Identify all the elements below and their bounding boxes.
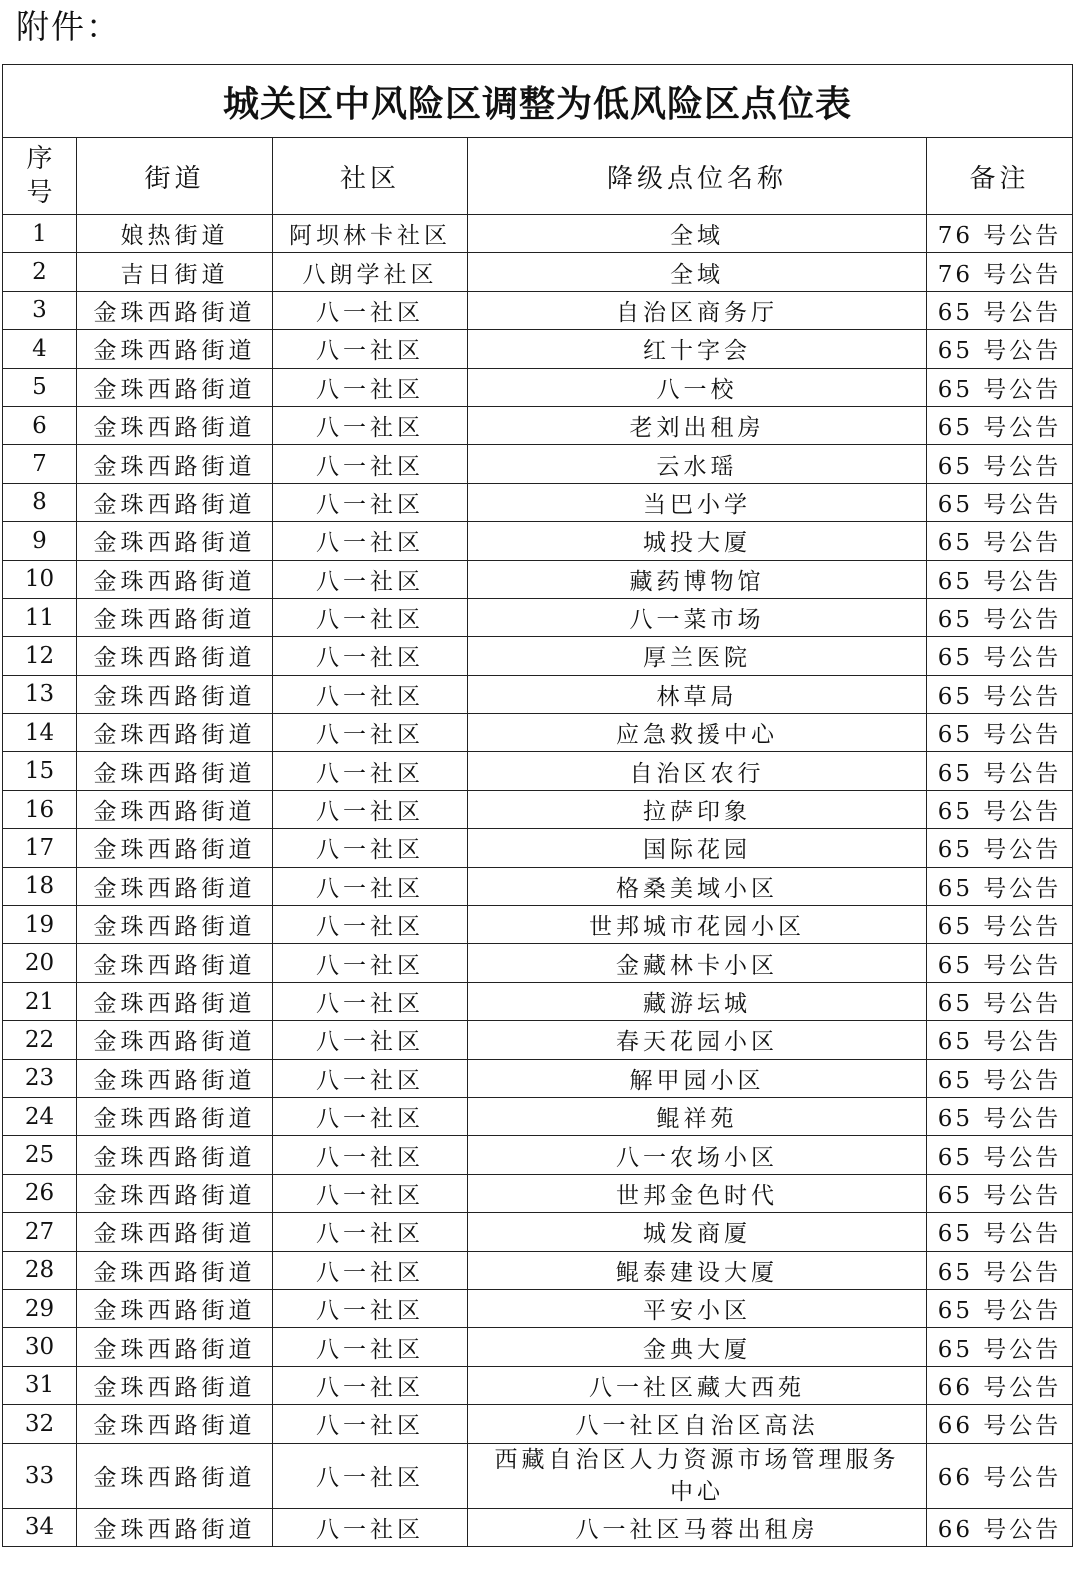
cell-street: 金珠西路街道	[77, 1251, 273, 1289]
cell-community: 八一社区	[273, 1289, 468, 1327]
table-row	[3, 1251, 1073, 1289]
table-row	[3, 944, 1073, 982]
cell-note: 65 号公告	[927, 368, 1073, 406]
table-row	[3, 714, 1073, 752]
cell-community: 八一社区	[273, 1251, 468, 1289]
table-row	[3, 1059, 1073, 1097]
cell-location: 藏药博物馆	[468, 560, 927, 598]
cell-location: 鲲祥苑	[468, 1097, 927, 1135]
table-row	[3, 253, 1073, 291]
table-row	[3, 1289, 1073, 1327]
cell-community: 八一社区	[273, 1508, 468, 1546]
cell-seq: 12	[3, 637, 77, 675]
cell-seq: 32	[3, 1405, 77, 1443]
cell-note: 66 号公告	[927, 1366, 1073, 1404]
cell-location: 西藏自治区人力资源市场管理服务中心	[468, 1443, 927, 1508]
header-seq-bottom: 号	[26, 178, 53, 208]
cell-seq: 18	[3, 867, 77, 905]
cell-street: 金珠西路街道	[77, 1059, 273, 1097]
cell-seq: 29	[3, 1289, 77, 1327]
cell-seq: 25	[3, 1136, 77, 1174]
cell-note: 65 号公告	[927, 522, 1073, 560]
table-row	[3, 1366, 1073, 1404]
header-community: 社区	[273, 138, 468, 215]
table-row	[3, 1021, 1073, 1059]
cell-community: 八一社区	[273, 522, 468, 560]
table-row	[3, 291, 1073, 329]
cell-seq: 30	[3, 1328, 77, 1366]
cell-location: 八一社区藏大西苑	[468, 1366, 927, 1404]
cell-note: 65 号公告	[927, 291, 1073, 329]
cell-community: 八一社区	[273, 1366, 468, 1404]
table-row	[3, 560, 1073, 598]
cell-street: 金珠西路街道	[77, 330, 273, 368]
header-note: 备注	[927, 138, 1073, 215]
cell-note: 66 号公告	[927, 1405, 1073, 1443]
header-seq	[3, 138, 77, 215]
cell-community: 八一社区	[273, 675, 468, 713]
cell-note: 65 号公告	[927, 867, 1073, 905]
table-row	[3, 675, 1073, 713]
cell-location: 世邦城市花园小区	[468, 906, 927, 944]
cell-location: 自治区农行	[468, 752, 927, 790]
cell-location: 国际花园	[468, 829, 927, 867]
cell-seq: 28	[3, 1251, 77, 1289]
cell-seq: 13	[3, 675, 77, 713]
cell-community: 八一社区	[273, 1021, 468, 1059]
table-row	[3, 1508, 1073, 1546]
risk-area-table	[2, 64, 1073, 1547]
cell-street: 金珠西路街道	[77, 1136, 273, 1174]
cell-community: 八一社区	[273, 1328, 468, 1366]
cell-location: 拉萨印象	[468, 790, 927, 828]
table-title: 城关区中风险区调整为低风险区点位表	[3, 65, 1073, 138]
cell-community: 八一社区	[273, 1443, 468, 1508]
cell-street: 金珠西路街道	[77, 1021, 273, 1059]
cell-location: 应急救援中心	[468, 714, 927, 752]
cell-location: 金典大厦	[468, 1328, 927, 1366]
cell-seq: 15	[3, 752, 77, 790]
cell-location: 八一菜市场	[468, 598, 927, 636]
cell-location: 城发商厦	[468, 1213, 927, 1251]
cell-street: 金珠西路街道	[77, 675, 273, 713]
cell-community: 八朗学社区	[273, 253, 468, 291]
cell-street: 金珠西路街道	[77, 944, 273, 982]
cell-community: 八一社区	[273, 368, 468, 406]
cell-community: 阿坝林卡社区	[273, 215, 468, 253]
cell-seq: 9	[3, 522, 77, 560]
cell-seq: 8	[3, 483, 77, 521]
cell-community: 八一社区	[273, 867, 468, 905]
cell-location: 厚兰医院	[468, 637, 927, 675]
cell-community: 八一社区	[273, 637, 468, 675]
table-row	[3, 752, 1073, 790]
attachment-label: 附件：	[16, 7, 121, 46]
cell-location: 世邦金色时代	[468, 1174, 927, 1212]
cell-seq: 33	[3, 1443, 77, 1508]
cell-street: 金珠西路街道	[77, 406, 273, 444]
cell-note: 65 号公告	[927, 1059, 1073, 1097]
cell-street: 金珠西路街道	[77, 291, 273, 329]
cell-seq: 4	[3, 330, 77, 368]
cell-street: 金珠西路街道	[77, 1508, 273, 1546]
cell-note: 65 号公告	[927, 906, 1073, 944]
cell-location: 格桑美域小区	[468, 867, 927, 905]
cell-community: 八一社区	[273, 598, 468, 636]
cell-note: 76 号公告	[927, 253, 1073, 291]
cell-street: 金珠西路街道	[77, 1405, 273, 1443]
cell-street: 金珠西路街道	[77, 1289, 273, 1327]
table-row	[3, 829, 1073, 867]
cell-seq: 34	[3, 1508, 77, 1546]
cell-community: 八一社区	[273, 1213, 468, 1251]
cell-location: 藏游坛城	[468, 982, 927, 1020]
cell-street: 金珠西路街道	[77, 445, 273, 483]
cell-community: 八一社区	[273, 752, 468, 790]
cell-seq: 10	[3, 560, 77, 598]
header-seq-top: 序	[26, 144, 53, 174]
cell-seq: 31	[3, 1366, 77, 1404]
cell-seq: 17	[3, 829, 77, 867]
cell-community: 八一社区	[273, 1097, 468, 1135]
cell-street: 金珠西路街道	[77, 867, 273, 905]
cell-street: 金珠西路街道	[77, 368, 273, 406]
cell-location: 鲲泰建设大厦	[468, 1251, 927, 1289]
cell-seq: 27	[3, 1213, 77, 1251]
cell-location: 全域	[468, 215, 927, 253]
cell-note: 65 号公告	[927, 445, 1073, 483]
cell-note: 65 号公告	[927, 675, 1073, 713]
cell-location: 平安小区	[468, 1289, 927, 1327]
cell-location: 解甲园小区	[468, 1059, 927, 1097]
cell-street: 金珠西路街道	[77, 829, 273, 867]
table-row	[3, 982, 1073, 1020]
table-row	[3, 406, 1073, 444]
cell-location: 春天花园小区	[468, 1021, 927, 1059]
cell-community: 八一社区	[273, 714, 468, 752]
cell-note: 65 号公告	[927, 1174, 1073, 1212]
cell-note: 65 号公告	[927, 1251, 1073, 1289]
cell-seq: 26	[3, 1174, 77, 1212]
cell-community: 八一社区	[273, 483, 468, 521]
cell-community: 八一社区	[273, 330, 468, 368]
cell-note: 65 号公告	[927, 790, 1073, 828]
cell-seq: 1	[3, 215, 77, 253]
cell-community: 八一社区	[273, 944, 468, 982]
cell-location: 自治区商务厅	[468, 291, 927, 329]
cell-note: 66 号公告	[927, 1443, 1073, 1508]
cell-seq: 7	[3, 445, 77, 483]
table-header-row	[3, 138, 1073, 215]
cell-location: 红十字会	[468, 330, 927, 368]
cell-seq: 11	[3, 598, 77, 636]
cell-street: 金珠西路街道	[77, 483, 273, 521]
cell-note: 65 号公告	[927, 637, 1073, 675]
cell-note: 65 号公告	[927, 1328, 1073, 1366]
cell-community: 八一社区	[273, 1136, 468, 1174]
cell-seq: 5	[3, 368, 77, 406]
table-row	[3, 790, 1073, 828]
cell-community: 八一社区	[273, 982, 468, 1020]
cell-seq: 14	[3, 714, 77, 752]
cell-community: 八一社区	[273, 445, 468, 483]
cell-location: 城投大厦	[468, 522, 927, 560]
cell-community: 八一社区	[273, 906, 468, 944]
table-row	[3, 867, 1073, 905]
cell-location: 老刘出租房	[468, 406, 927, 444]
cell-note: 65 号公告	[927, 483, 1073, 521]
cell-location: 林草局	[468, 675, 927, 713]
cell-location: 八一农场小区	[468, 1136, 927, 1174]
cell-seq: 2	[3, 253, 77, 291]
cell-street: 金珠西路街道	[77, 1366, 273, 1404]
cell-seq: 22	[3, 1021, 77, 1059]
cell-note: 65 号公告	[927, 598, 1073, 636]
cell-location: 八一校	[468, 368, 927, 406]
cell-community: 八一社区	[273, 829, 468, 867]
cell-street: 金珠西路街道	[77, 1097, 273, 1135]
table-row	[3, 1405, 1073, 1443]
cell-community: 八一社区	[273, 1059, 468, 1097]
cell-community: 八一社区	[273, 790, 468, 828]
cell-community: 八一社区	[273, 1174, 468, 1212]
cell-seq: 23	[3, 1059, 77, 1097]
cell-street: 金珠西路街道	[77, 1174, 273, 1212]
table-row	[3, 1213, 1073, 1251]
cell-community: 八一社区	[273, 1405, 468, 1443]
cell-seq: 6	[3, 406, 77, 444]
cell-street: 金珠西路街道	[77, 714, 273, 752]
cell-note: 65 号公告	[927, 330, 1073, 368]
cell-street: 金珠西路街道	[77, 560, 273, 598]
table-row	[3, 330, 1073, 368]
cell-location: 云水瑶	[468, 445, 927, 483]
cell-note: 65 号公告	[927, 1213, 1073, 1251]
cell-note: 65 号公告	[927, 1021, 1073, 1059]
cell-seq: 20	[3, 944, 77, 982]
cell-note: 65 号公告	[927, 944, 1073, 982]
cell-street: 金珠西路街道	[77, 598, 273, 636]
cell-street: 金珠西路街道	[77, 906, 273, 944]
cell-street: 金珠西路街道	[77, 790, 273, 828]
header-location: 降级点位名称	[468, 138, 927, 215]
cell-street: 金珠西路街道	[77, 1328, 273, 1366]
cell-street: 金珠西路街道	[77, 522, 273, 560]
table-row	[3, 445, 1073, 483]
cell-seq: 19	[3, 906, 77, 944]
cell-note: 65 号公告	[927, 1136, 1073, 1174]
cell-street: 金珠西路街道	[77, 1213, 273, 1251]
cell-note: 65 号公告	[927, 982, 1073, 1020]
cell-note: 65 号公告	[927, 406, 1073, 444]
cell-location: 八一社区马蓉出租房	[468, 1508, 927, 1546]
table-row	[3, 1174, 1073, 1212]
table-row	[3, 368, 1073, 406]
cell-location: 当巴小学	[468, 483, 927, 521]
cell-note: 65 号公告	[927, 752, 1073, 790]
cell-seq: 3	[3, 291, 77, 329]
cell-note: 65 号公告	[927, 829, 1073, 867]
cell-street: 吉日街道	[77, 253, 273, 291]
cell-community: 八一社区	[273, 560, 468, 598]
table-row	[3, 598, 1073, 636]
cell-note: 65 号公告	[927, 1289, 1073, 1327]
cell-street: 金珠西路街道	[77, 982, 273, 1020]
cell-community: 八一社区	[273, 406, 468, 444]
cell-street: 娘热街道	[77, 215, 273, 253]
table-row	[3, 1136, 1073, 1174]
cell-note: 65 号公告	[927, 714, 1073, 752]
cell-location: 全域	[468, 253, 927, 291]
header-street: 街道	[77, 138, 273, 215]
table-row	[3, 522, 1073, 560]
cell-note: 76 号公告	[927, 215, 1073, 253]
table-row	[3, 483, 1073, 521]
cell-street: 金珠西路街道	[77, 1443, 273, 1508]
table-title-row	[3, 65, 1073, 138]
cell-seq: 16	[3, 790, 77, 828]
table-row	[3, 1328, 1073, 1366]
table-row	[3, 1443, 1073, 1508]
table-row	[3, 215, 1073, 253]
cell-seq: 24	[3, 1097, 77, 1135]
cell-note: 65 号公告	[927, 1097, 1073, 1135]
cell-location: 八一社区自治区高法	[468, 1405, 927, 1443]
cell-community: 八一社区	[273, 291, 468, 329]
cell-location: 金藏林卡小区	[468, 944, 927, 982]
cell-note: 65 号公告	[927, 560, 1073, 598]
table-row	[3, 906, 1073, 944]
cell-note: 66 号公告	[927, 1508, 1073, 1546]
cell-street: 金珠西路街道	[77, 752, 273, 790]
table-row	[3, 637, 1073, 675]
cell-street: 金珠西路街道	[77, 637, 273, 675]
cell-seq: 21	[3, 982, 77, 1020]
table-row	[3, 1097, 1073, 1135]
